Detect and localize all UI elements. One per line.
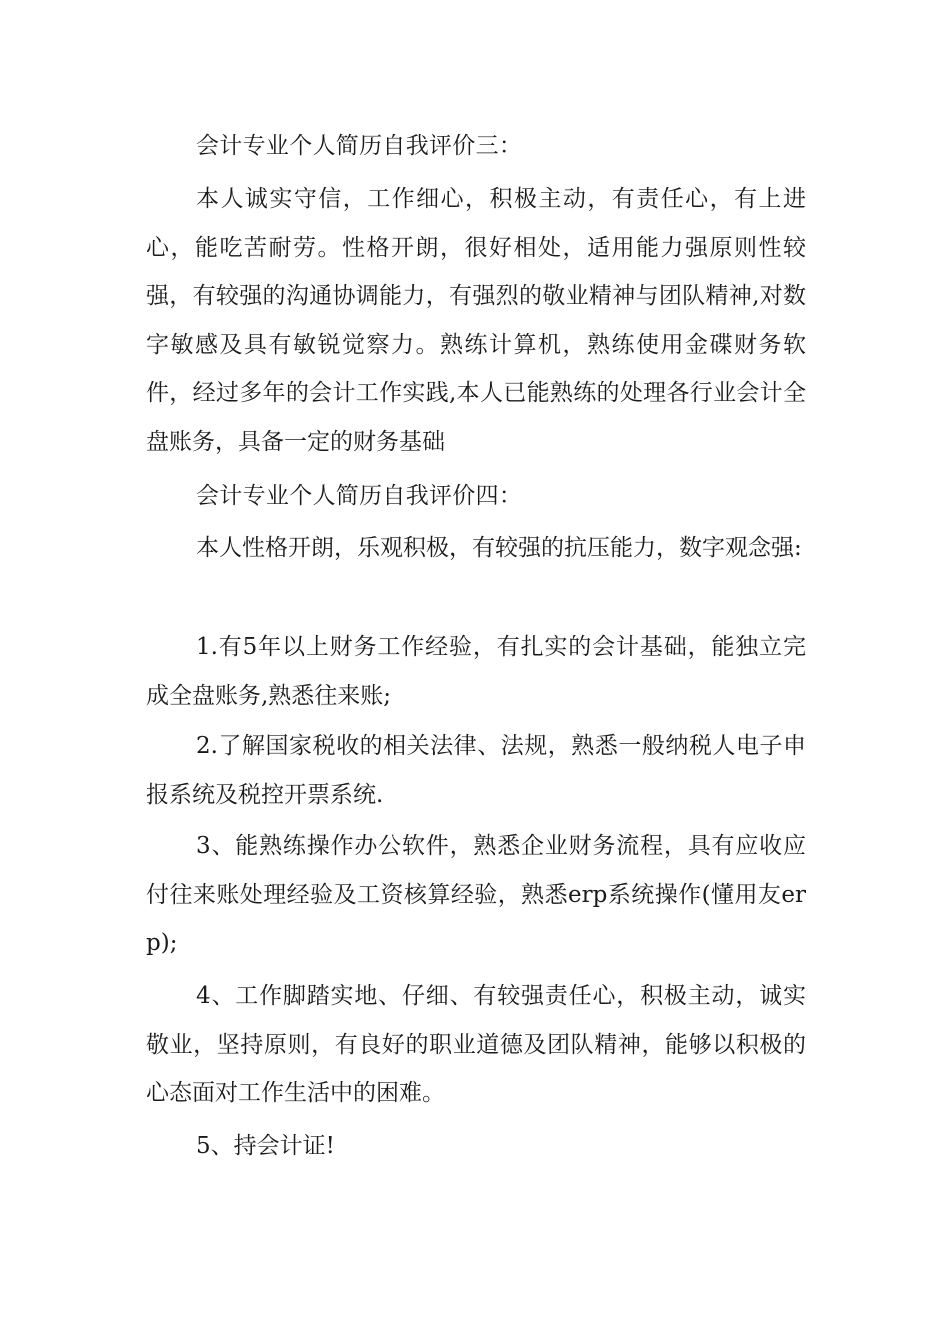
list-item-5: 5、持会计证! <box>196 1133 335 1159</box>
list-item-3: 3、能熟练操作办公软件，熟悉企业财务流程，具有应收应付往来账处理经验及工资核算经验，熟悉erp系统操作(懂用友erp); <box>146 833 806 956</box>
paragraph-intro-4: 本人性格开朗，乐观积极，有较强的抗压能力，数字观念强: <box>196 535 802 561</box>
section-heading-3: 会计专业个人简历自我评价三： <box>196 133 523 159</box>
list-item-1: 1.有5年以上财务工作经验，有扎实的会计基础，能独立完成全盘账务,熟悉往来账; <box>146 634 806 709</box>
section-heading-4: 会计专业个人简历自我评价四： <box>196 483 523 509</box>
list-item-4: 4、工作脚踏实地、仔细、有较强责任心，积极主动，诚实敬业，坚持原则，有良好的职业道德及团队精神，能够以积极的心态面对工作生活中的困难。 <box>146 983 806 1106</box>
paragraph-self-evaluation-3: 本人诚实守信，工作细心，积极主动，有责任心，有上进心，能吃苦耐劳。性格开朗，很好相处，适用能力强原则性较强，有较强的沟通协调能力，有强烈的敬业精神与团队精神,对数字敏感及具有敏锐觉察力。熟练计算机，熟练使用金碟财务软件，经过多年的会计工作实践,本人已能熟练的处理各行业会计全盘账务，具备一定的财务基础 <box>146 186 806 455</box>
list-item-2: 2.了解国家税收的相关法律、法规，熟悉一般纳税人电子申报系统及税控开票系统. <box>146 733 806 808</box>
